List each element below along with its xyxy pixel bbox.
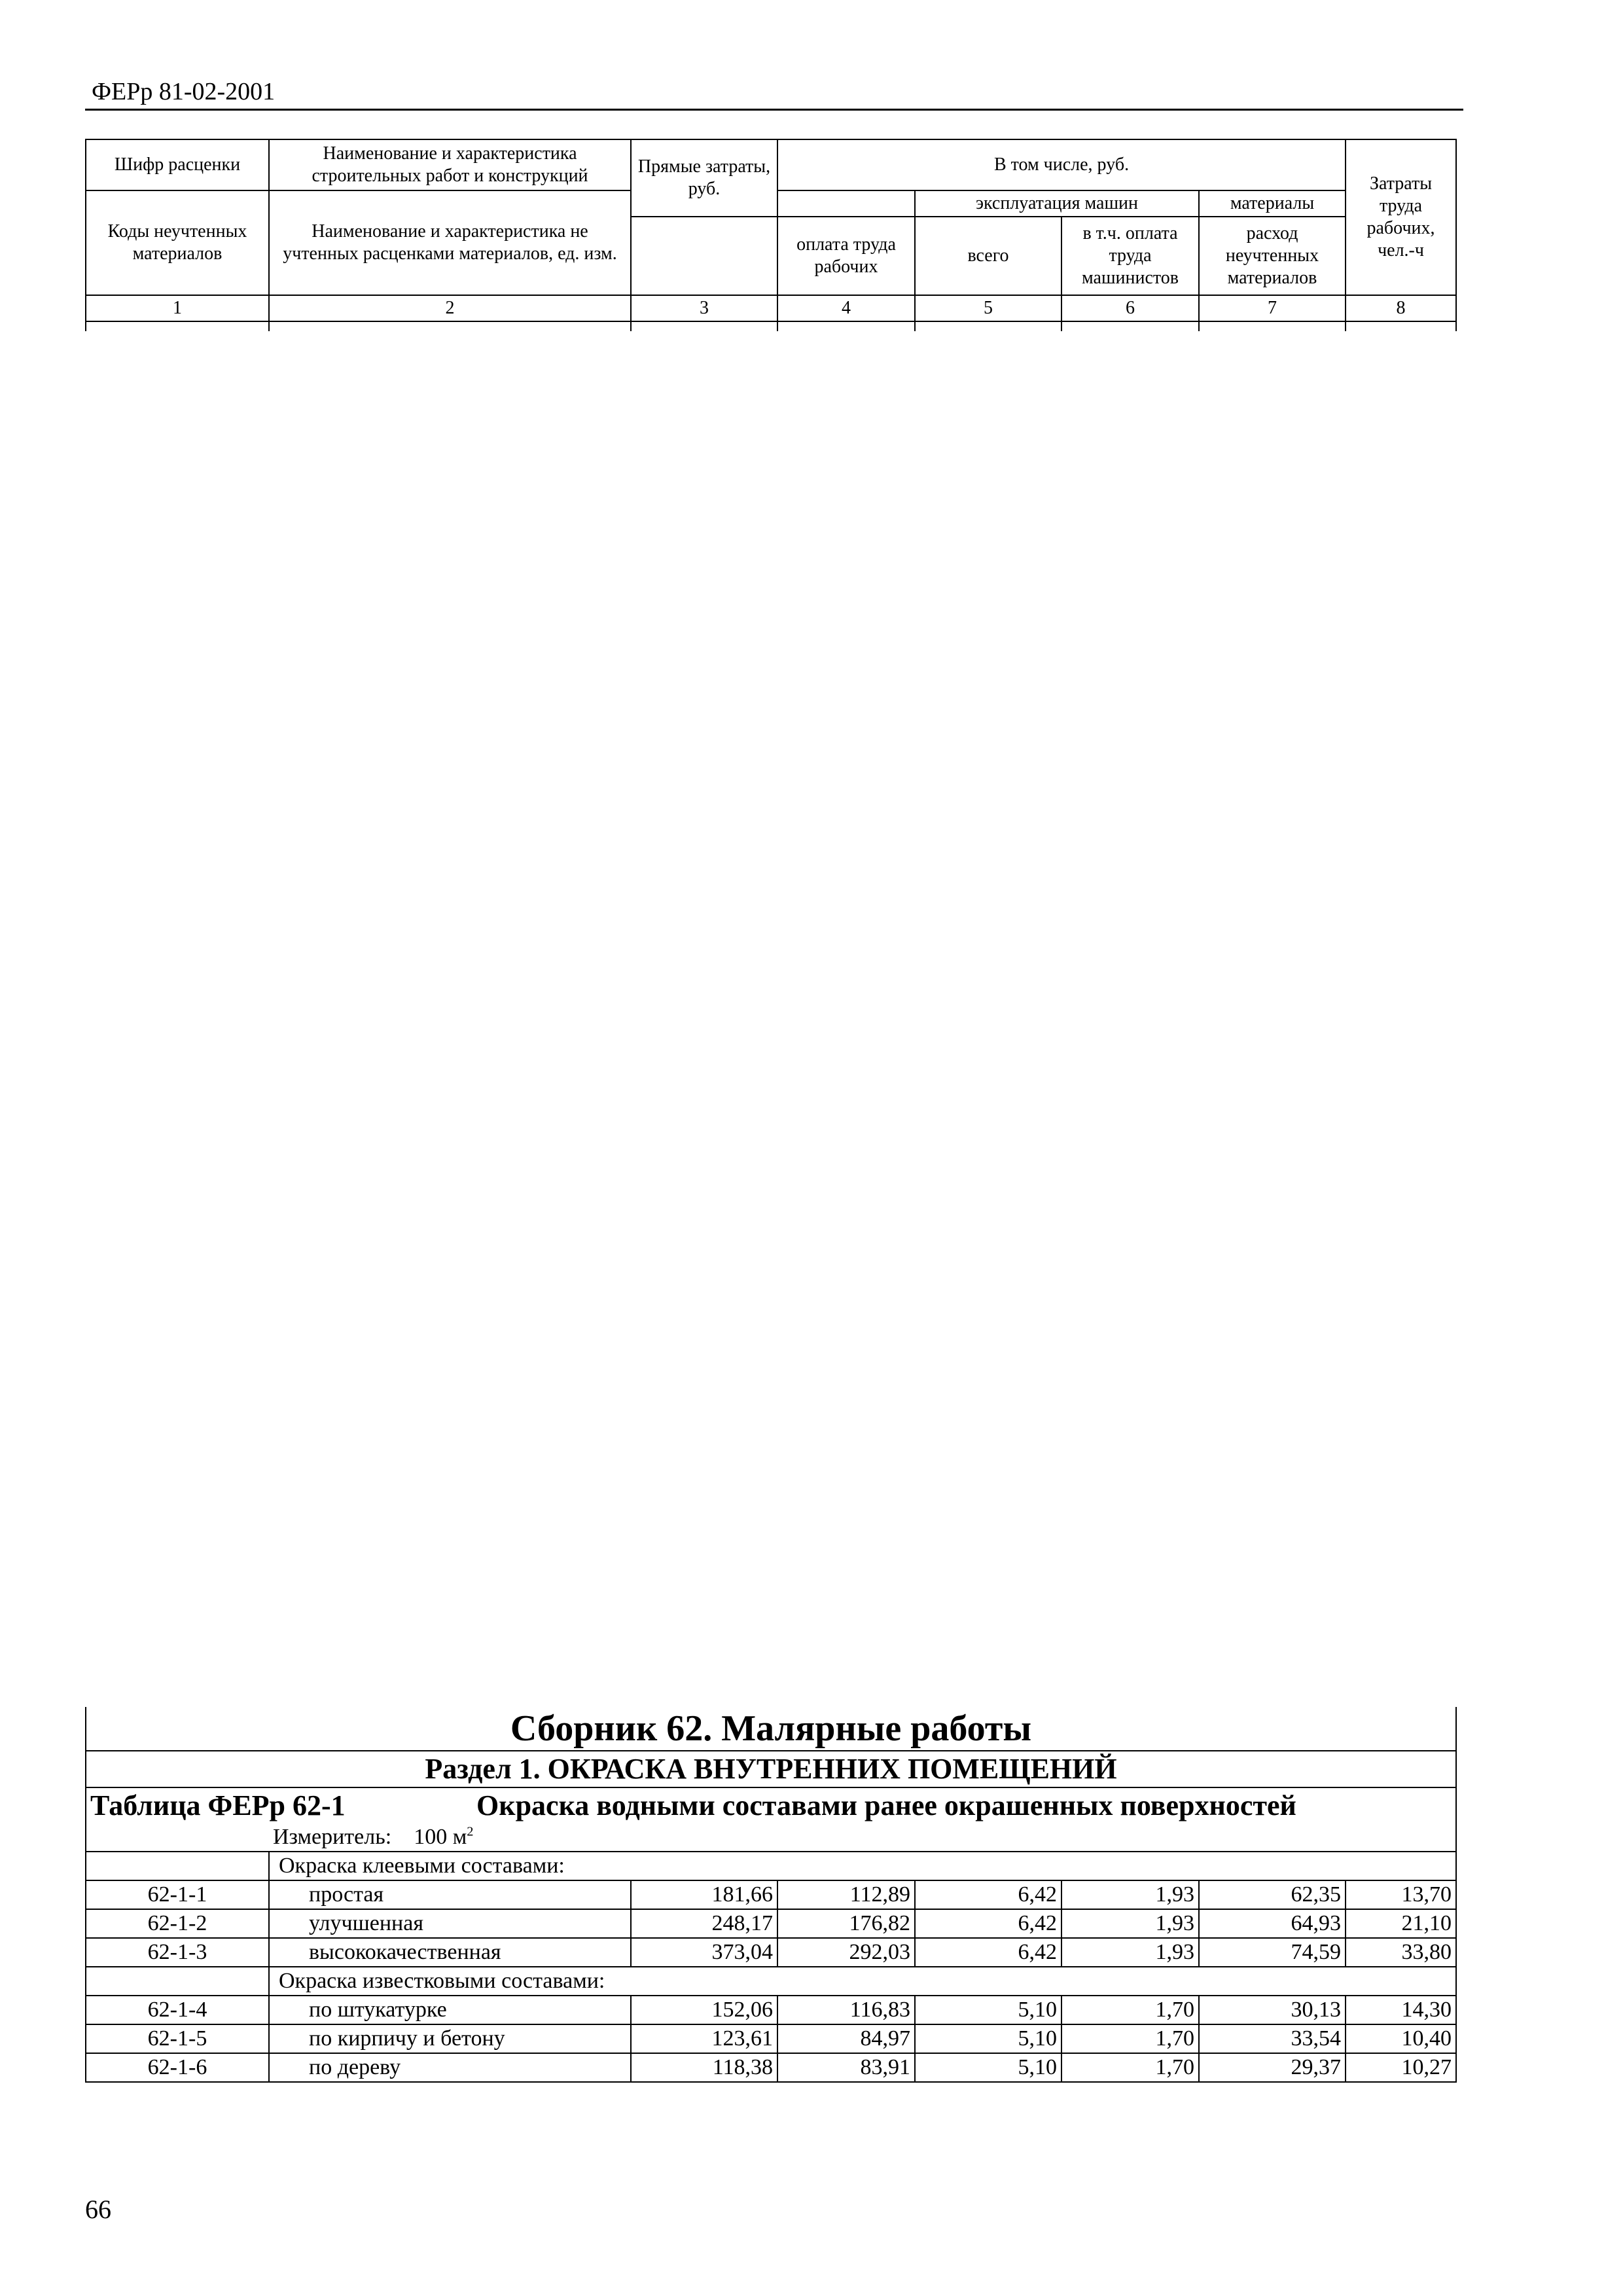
work-name: по дереву <box>269 2053 631 2082</box>
column-number: 1 <box>86 295 269 321</box>
table-title-row <box>86 1787 1456 1823</box>
column-number: 7 <box>1199 295 1346 321</box>
header-worker-wages: оплата труда рабочих <box>777 217 915 295</box>
table-row <box>86 1909 1456 1938</box>
machines-total: 6,42 <box>915 1880 1061 1909</box>
rate-code: 62-1-4 <box>86 1996 269 2024</box>
column-number: 2 <box>269 295 631 321</box>
worker-wages: 116,83 <box>777 1996 915 2024</box>
column-stub <box>1199 321 1346 331</box>
labor-hours: 21,10 <box>1346 1909 1456 1938</box>
column-number: 3 <box>631 295 777 321</box>
header-materials: материалы <box>1199 190 1346 217</box>
work-name: простая <box>269 1880 631 1909</box>
labor-hours: 14,30 <box>1346 1996 1456 2024</box>
table-title: Окраска водными составами ранее окрашенных поверхностей <box>476 1789 1296 1821</box>
group-heading: Окраска клеевыми составами: <box>269 1852 1456 1880</box>
header-labor-hours: Затраты труда рабочих, чел.-ч <box>1346 139 1456 295</box>
materials-cost: 29,37 <box>1199 2053 1346 2082</box>
header-including: В том числе, руб. <box>777 139 1346 190</box>
column-stub <box>915 321 1061 331</box>
column-number: 6 <box>1061 295 1199 321</box>
page-number: 66 <box>85 2195 111 2224</box>
header-spacer <box>777 190 915 217</box>
operator-wages: 1,70 <box>1061 1996 1199 2024</box>
header-machine-operation: эксплуатация машин <box>915 190 1199 217</box>
direct-costs: 123,61 <box>631 2024 777 2053</box>
worker-wages: 292,03 <box>777 1938 915 1967</box>
operator-wages: 1,70 <box>1061 2024 1199 2053</box>
operator-wages: 1,70 <box>1061 2053 1199 2082</box>
direct-costs: 152,06 <box>631 1996 777 2024</box>
rate-code: 62-1-2 <box>86 1909 269 1938</box>
labor-hours: 10,40 <box>1346 2024 1456 2053</box>
machines-total: 5,10 <box>915 2053 1061 2082</box>
worker-wages: 112,89 <box>777 1880 915 1909</box>
labor-hours: 33,80 <box>1346 1938 1456 1967</box>
operator-wages: 1,93 <box>1061 1938 1199 1967</box>
meter-superscript: 2 <box>467 1824 474 1839</box>
rate-code: 62-1-3 <box>86 1938 269 1967</box>
table-label: Таблица ФЕРр 62-1 <box>90 1789 346 1821</box>
group-heading: Окраска известковыми составами: <box>269 1967 1456 1996</box>
column-header-table <box>85 139 1457 331</box>
operator-wages: 1,93 <box>1061 1880 1199 1909</box>
table-row <box>86 2024 1456 2053</box>
machines-total: 5,10 <box>915 2024 1061 2053</box>
operator-wages: 1,93 <box>1061 1909 1199 1938</box>
column-number: 5 <box>915 295 1061 321</box>
meter-label: Измеритель: <box>273 1825 392 1849</box>
materials-cost: 74,59 <box>1199 1938 1346 1967</box>
direct-costs: 118,38 <box>631 2053 777 2082</box>
worker-wages: 84,97 <box>777 2024 915 2053</box>
header-material-names: Наименование и характеристика не учтенных расценками материалов, ед. изм. <box>269 190 631 295</box>
machines-total: 6,42 <box>915 1938 1061 1967</box>
table-row <box>86 1938 1456 1967</box>
rate-code: 62-1-1 <box>86 1880 269 1909</box>
worker-wages: 83,91 <box>777 2053 915 2082</box>
header-rate-code: Шифр расценки <box>86 139 269 190</box>
column-stub <box>1346 321 1456 331</box>
header-rule <box>85 109 1463 111</box>
work-name: высококачественная <box>269 1938 631 1967</box>
header-direct-costs-lower <box>631 217 777 295</box>
work-name: улучшенная <box>269 1909 631 1938</box>
table-row <box>86 1996 1456 2024</box>
group-blank <box>86 1967 269 1996</box>
header-work-name: Наименование и характеристика строительных работ и конструкций <box>269 139 631 190</box>
labor-hours: 10,27 <box>1346 2053 1456 2082</box>
column-number: 4 <box>777 295 915 321</box>
column-stub <box>86 321 269 331</box>
rates-table <box>85 1707 1457 2083</box>
header-material-codes: Коды неучтенных материалов <box>86 190 269 295</box>
rate-code: 62-1-5 <box>86 2024 269 2053</box>
header-machines-total: всего <box>915 217 1061 295</box>
column-stub <box>1061 321 1199 331</box>
work-name: по кирпичу и бетону <box>269 2024 631 2053</box>
materials-cost: 33,54 <box>1199 2024 1346 2053</box>
machines-total: 5,10 <box>915 1996 1061 2024</box>
materials-cost: 64,93 <box>1199 1909 1346 1938</box>
column-stub <box>777 321 915 331</box>
collection-title: Сборник 62. Малярные работы <box>86 1707 1456 1751</box>
labor-hours: 13,70 <box>1346 1880 1456 1909</box>
section-title: Раздел 1. ОКРАСКА ВНУТРЕННИХ ПОМЕЩЕНИЙ <box>86 1751 1456 1787</box>
table-row <box>86 2053 1456 2082</box>
header-direct-costs: Прямые затраты, руб. <box>631 139 777 217</box>
header-unaccounted-materials: расход неучтенных материалов <box>1199 217 1346 295</box>
direct-costs: 373,04 <box>631 1938 777 1967</box>
header-operator-wages: в т.ч. оплата труда машинистов <box>1061 217 1199 295</box>
direct-costs: 248,17 <box>631 1909 777 1938</box>
document-code: ФЕРр 81-02-2001 <box>92 78 276 105</box>
column-stub <box>269 321 631 331</box>
column-stub <box>631 321 777 331</box>
meter-value: 100 м <box>414 1825 467 1849</box>
group-blank <box>86 1852 269 1880</box>
meter-blank <box>86 1823 269 1852</box>
rate-code: 62-1-6 <box>86 2053 269 2082</box>
table-row <box>86 1880 1456 1909</box>
materials-cost: 30,13 <box>1199 1996 1346 2024</box>
materials-cost: 62,35 <box>1199 1880 1346 1909</box>
meter <box>269 1823 1456 1852</box>
machines-total: 6,42 <box>915 1909 1061 1938</box>
column-number: 8 <box>1346 295 1456 321</box>
worker-wages: 176,82 <box>777 1909 915 1938</box>
direct-costs: 181,66 <box>631 1880 777 1909</box>
work-name: по штукатурке <box>269 1996 631 2024</box>
